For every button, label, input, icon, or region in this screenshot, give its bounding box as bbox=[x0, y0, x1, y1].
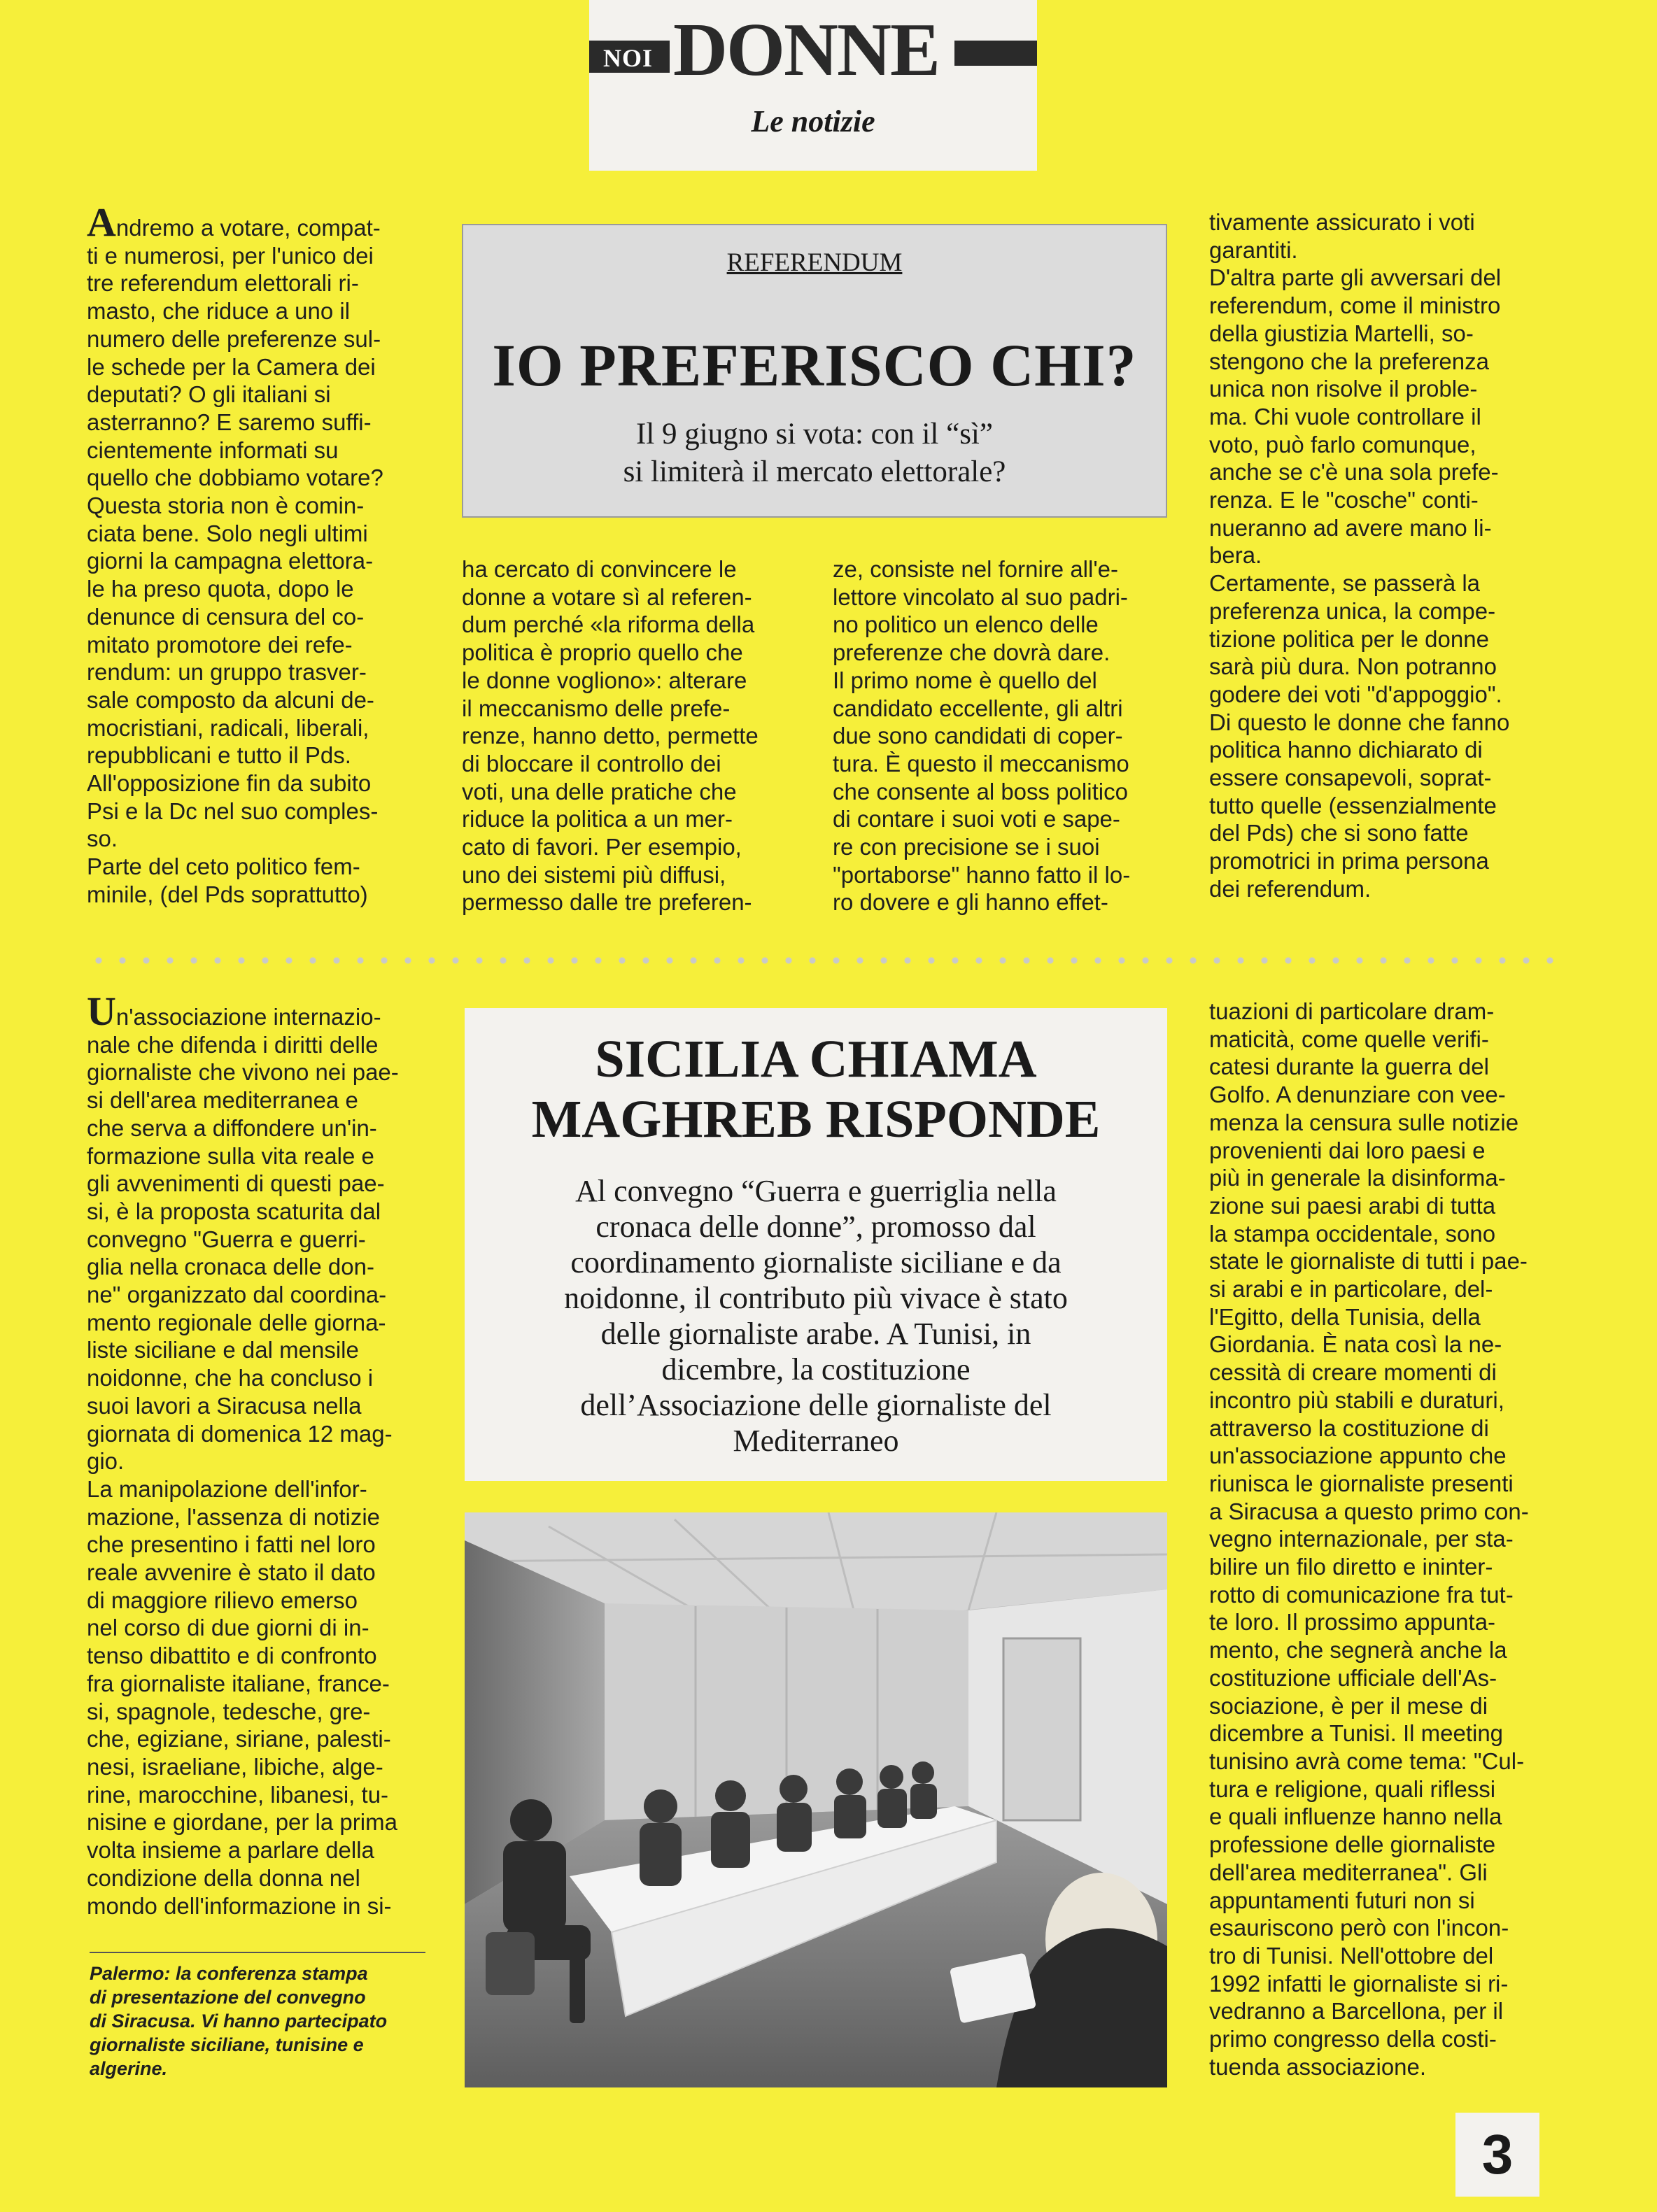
article2-col1-line: nesi, israeliane, libiche, alge- bbox=[87, 1753, 383, 1780]
drop-cap: U bbox=[87, 988, 116, 1034]
article2-col3-line: te loro. Il prossimo appunta- bbox=[1209, 1609, 1496, 1636]
article2-col3-line: esauriscono però con l'incon- bbox=[1209, 1915, 1509, 1941]
article2-col3-line: vegno internazionale, per sta- bbox=[1209, 1526, 1514, 1552]
article2-col3-line: state le giornaliste di tutti i pae- bbox=[1209, 1248, 1528, 1275]
article2-col1-line: giornaliste che vivono nei pae- bbox=[87, 1059, 399, 1086]
section-title: Le notizie bbox=[751, 104, 875, 139]
article2-col3-line: provenienti dai loro paesi e bbox=[1209, 1137, 1486, 1163]
article1-col1-line: asterranno? E saremo suffi- bbox=[87, 409, 372, 435]
article1-col1-line: mitato promotore dei refe- bbox=[87, 631, 353, 658]
drop-cap: A bbox=[87, 199, 116, 245]
article1-col4-line: politica hanno dichiarato di bbox=[1209, 737, 1483, 763]
article2-col3-line: un'associazione appunto che bbox=[1209, 1442, 1507, 1469]
caption-rule bbox=[90, 1952, 425, 1953]
article2-col3-line: catesi durante la guerra del bbox=[1209, 1054, 1489, 1080]
article1-col3-line: "portaborse" hanno fatto il lo- bbox=[833, 861, 1131, 888]
article2-col3-line: costituzione ufficiale dell'As- bbox=[1209, 1664, 1497, 1691]
article2-col3-line: vedranno a Barcellona, per il bbox=[1209, 1998, 1504, 2025]
article2-subtitle-line: delle giornaliste arabe. A Tunisi, in bbox=[600, 1317, 1031, 1351]
article2-col3-line: più in generale la disinforma- bbox=[1209, 1165, 1506, 1191]
article2-col3-line: tro di Tunisi. Nell'ottobre del bbox=[1209, 1942, 1494, 1969]
article1-col2-line: politica è proprio quello che bbox=[462, 639, 743, 666]
text-line-rest: ndremo a votare, compat- bbox=[115, 215, 381, 241]
article2-col1-line: mento regionale delle giorna- bbox=[87, 1309, 386, 1335]
article1-col4-line: unica non risolve il proble- bbox=[1209, 376, 1478, 402]
article2-subtitle bbox=[493, 1173, 1139, 1459]
article1-col3-line: candidato eccellente, gli altri bbox=[833, 695, 1123, 721]
article1-col2-line: voti, una delle pratiche che bbox=[462, 778, 737, 804]
article1-col3-line: Il primo nome è quello del bbox=[833, 667, 1097, 693]
article2-col3-line: la stampa occidentale, sono bbox=[1209, 1220, 1496, 1247]
article1-col4-line: promotrici in prima persona bbox=[1209, 848, 1489, 874]
article1-col2-line: ha cercato di convincere le bbox=[462, 556, 737, 582]
article1-col1-line: Psi e la Dc nel suo comples- bbox=[87, 797, 379, 824]
article2-col1-line: tenso dibattito e di confronto bbox=[87, 1643, 377, 1669]
article1-col1-line: denunce di censura del co- bbox=[87, 603, 365, 630]
article1-col1-line: numero delle preferenze sul- bbox=[87, 325, 381, 352]
article2-col3-line: Giordania. È nata così la ne- bbox=[1209, 1331, 1502, 1358]
article1-col4-line: anche se c'è una sola prefe- bbox=[1209, 459, 1499, 485]
article2-col3-line: primo congresso della costi- bbox=[1209, 2026, 1497, 2053]
article2-subtitle-line: noidonne, il contributo più vivace è stato bbox=[564, 1281, 1068, 1315]
article2-column-1 bbox=[87, 988, 425, 1920]
article1-col3-line: ze, consiste nel fornire all'e- bbox=[833, 556, 1118, 582]
article1-col1-line: le ha preso quota, dopo le bbox=[87, 576, 354, 602]
article1-title: IO PREFERISCO CHI? bbox=[492, 332, 1137, 399]
article1-col1-line: minile, (del Pds soprattutto) bbox=[87, 881, 368, 907]
article1-col1-line: rendum: un gruppo trasver- bbox=[87, 659, 367, 686]
photo-illustration bbox=[465, 1512, 1167, 2087]
article2-subtitle-line: coordinamento giornaliste siciliane e da bbox=[570, 1245, 1062, 1279]
article1-col2-line: riduce la politica a un mer- bbox=[462, 806, 733, 832]
article1-col3-line: lettore vincolato al suo padri- bbox=[833, 583, 1128, 610]
article2-col3-line: mento, che segnerà anche la bbox=[1209, 1637, 1507, 1664]
article1-col4-line: ma. Chi vuole controllare il bbox=[1209, 403, 1481, 430]
article2-col3-line: l'Egitto, della Tunisia, della bbox=[1209, 1303, 1481, 1330]
article2-col3-line: e quali influenze hanno nella bbox=[1209, 1803, 1502, 1830]
article1-col4-line: tizione politica per le donne bbox=[1209, 625, 1489, 652]
article2-subtitle-line: dell’Associazione delle giornaliste del bbox=[580, 1388, 1052, 1422]
article1-col3-line: che consente al boss politico bbox=[833, 778, 1128, 804]
masthead-bar-right bbox=[954, 41, 1037, 66]
article1-col4-line: essere consapevoli, soprat- bbox=[1209, 765, 1492, 791]
article2-col1-line: rine, marocchine, libanesi, tu- bbox=[87, 1781, 389, 1808]
caption-line: algerine. bbox=[90, 2058, 168, 2079]
article1-subtitle-line: si limiterà il mercato elettorale? bbox=[623, 455, 1006, 488]
article1-col1-line: tre referendum elettorali ri- bbox=[87, 270, 359, 297]
article2-col1-line: gio. bbox=[87, 1448, 125, 1475]
article2-col1-line: che serva a diffondere un'in- bbox=[87, 1114, 377, 1141]
article1-col1-line: Questa storia non è comin- bbox=[87, 492, 365, 519]
article2-column-3 bbox=[1209, 998, 1548, 2080]
text-line-rest: n'associazione internazio- bbox=[115, 1004, 381, 1030]
article2-subtitle-line: Mediterraneo bbox=[733, 1424, 899, 1458]
article1-col4-line: Di questo le donne che fanno bbox=[1209, 709, 1510, 735]
article1-col4-line: tutto quelle (essenzialmente bbox=[1209, 792, 1497, 818]
article1-col4-line: garantiti. bbox=[1209, 236, 1298, 263]
article2-col1-line: giornata di domenica 12 mag- bbox=[87, 1420, 393, 1447]
article1-col4-line: tivamente assicurato i voti bbox=[1209, 209, 1475, 235]
section-divider bbox=[87, 957, 1563, 964]
article1-subtitle bbox=[463, 416, 1166, 491]
article2-col1-line: condizione della donna nel bbox=[87, 1864, 360, 1891]
article1-col1-line: masto, che riduce a uno il bbox=[87, 298, 351, 325]
article2-col3-line: maticità, come quelle verifi- bbox=[1209, 1026, 1489, 1052]
article2-col1-line: che, egiziane, siriane, palesti- bbox=[87, 1726, 391, 1752]
article2-title-line: MAGHREB RISPONDE bbox=[531, 1090, 1101, 1149]
article1-col4-line: bera. bbox=[1209, 542, 1262, 569]
article1-col1-line: sale composto da alcuni de- bbox=[87, 686, 374, 713]
article1-col4-line: nueranno ad avere mano li- bbox=[1209, 514, 1492, 541]
article2-col1-line: si, spagnole, tedesche, gre- bbox=[87, 1698, 371, 1724]
article2-col1-line: che presentino i fatti nel loro bbox=[87, 1531, 376, 1558]
press-conference-photo bbox=[465, 1512, 1167, 2087]
article1-col2-line: renze, hanno detto, permette bbox=[462, 723, 759, 749]
article1-col3-line: due sono candidati di coper- bbox=[833, 723, 1123, 749]
article2-col3-line: Golfo. A denunziare con vee- bbox=[1209, 1082, 1506, 1108]
article1-col4-line: sarà più dura. Non potranno bbox=[1209, 653, 1497, 680]
article1-col2-line: le donne vogliono»: alterare bbox=[462, 667, 747, 693]
article2-col3-line: zione sui paesi arabi di tutta bbox=[1209, 1192, 1496, 1219]
article1-col1-line: giorni la campagna elettora- bbox=[87, 548, 374, 574]
article1-column-3 bbox=[833, 555, 1167, 916]
article2-col3-line: 1992 infatti le giornaliste si ri- bbox=[1209, 1970, 1509, 1997]
article2-col1-line: nale che difenda i diritti delle bbox=[87, 1031, 379, 1058]
article2-col3-line: tunisino avrà come tema: "Cul- bbox=[1209, 1747, 1525, 1774]
article1-col1-line: quello che dobbiamo votare? bbox=[87, 465, 383, 491]
article1-col2-line: permesso dalle tre preferen- bbox=[462, 889, 752, 916]
article2-col3-line: professione delle giornaliste bbox=[1209, 1831, 1496, 1858]
caption-line: Palermo: la conferenza stampa bbox=[90, 1963, 368, 1984]
article2-col1-line: suoi lavori a Siracusa nella bbox=[87, 1392, 362, 1419]
article2-col3-line: tuenda associazione. bbox=[1209, 2053, 1427, 2080]
article1-col3-line: re con precisione se i suoi bbox=[833, 834, 1100, 860]
article2-col3-line: tura e religione, quali riflessi bbox=[1209, 1775, 1496, 1802]
article1-col2-line: dum perché «la riforma della bbox=[462, 611, 755, 638]
masthead bbox=[589, 0, 1037, 171]
article2-col1-line: fra giornaliste italiane, france- bbox=[87, 1670, 390, 1696]
caption-line: di presentazione del convegno bbox=[90, 1987, 366, 2008]
article1-col1-line: mocristiani, radicali, liberali, bbox=[87, 714, 369, 741]
masthead-noi: NOI bbox=[603, 44, 654, 72]
article1-col2-line: uno dei sistemi più diffusi, bbox=[462, 861, 726, 888]
article1-col1-line: so. bbox=[87, 825, 118, 852]
article1-column-4 bbox=[1209, 208, 1546, 903]
photo-caption bbox=[90, 1962, 425, 2080]
article1-col1-line: ti e numerosi, per l'unico dei bbox=[87, 242, 374, 269]
article1-col3-line: preferenze che dovrà dare. bbox=[833, 639, 1110, 666]
page-number: 3 bbox=[1455, 2113, 1539, 2197]
article2-col3-line: incontro più stabili e duraturi, bbox=[1209, 1387, 1504, 1413]
article2-col1-line: ne" organizzato dal coordina- bbox=[87, 1282, 387, 1308]
article2-col3-line: attraverso la costituzione di bbox=[1209, 1415, 1489, 1441]
article2-col1-line: si dell'area mediterranea e bbox=[87, 1087, 358, 1114]
article1-col2-line: di bloccare il controllo dei bbox=[462, 750, 721, 777]
article2-col3-line: cessità di creare momenti di bbox=[1209, 1359, 1497, 1386]
article2-col3-line: dell'area mediterranea". Gli bbox=[1209, 1859, 1488, 1885]
article1-col4-line: referendum, come il ministro bbox=[1209, 292, 1501, 319]
article2-col1-line bbox=[87, 988, 425, 1034]
article2-col3-line: appuntamenti futuri non si bbox=[1209, 1887, 1475, 1913]
article1-column-2 bbox=[462, 555, 796, 916]
article1-col3-line: tura. È questo il meccanismo bbox=[833, 750, 1129, 777]
referendum-headline-box bbox=[462, 224, 1167, 518]
article1-col4-line: Certamente, se passerà la bbox=[1209, 570, 1481, 597]
article2-col3-line: rotto di comunicazione fra tut- bbox=[1209, 1581, 1514, 1608]
article2-col1-line: nel corso di due giorni di in- bbox=[87, 1615, 369, 1641]
article1-col4-line: preferenza unica, la compe- bbox=[1209, 597, 1496, 624]
article1-col1-line: le schede per la Camera dei bbox=[87, 353, 376, 380]
masthead-title: DONNE bbox=[673, 8, 940, 92]
article2-col3-line: riunisca le giornaliste presenti bbox=[1209, 1470, 1514, 1496]
caption-line: giornaliste siciliane, tunisine e bbox=[90, 2034, 364, 2055]
article1-col4-line: godere dei voti "d'appoggio". bbox=[1209, 681, 1502, 707]
article2-col1-line: formazione sulla vita reale e bbox=[87, 1142, 374, 1169]
article2-col3-line: sociazione, è per il mese di bbox=[1209, 1692, 1488, 1719]
article2-col3-line: tuazioni di particolare dram- bbox=[1209, 998, 1495, 1024]
article1-col2-line: cato di favori. Per esempio, bbox=[462, 834, 742, 860]
article1-col4-line: voto, può farlo comunque, bbox=[1209, 431, 1476, 458]
article2-col1-line: volta insieme a parlare della bbox=[87, 1837, 374, 1864]
article1-col3-line: no politico un elenco delle bbox=[833, 611, 1099, 638]
article2-col1-line: noidonne, che ha concluso i bbox=[87, 1365, 374, 1391]
article1-col3-line: di contare i suoi voti e sape- bbox=[833, 806, 1120, 832]
article1-col4-line: del Pds) che si sono fatte bbox=[1209, 820, 1469, 846]
article2-title-line: SICILIA CHIAMA bbox=[595, 1030, 1037, 1089]
article1-kicker: REFERENDUM bbox=[726, 248, 903, 277]
article2-col1-line: si, è la proposta scaturita dal bbox=[87, 1198, 381, 1224]
article2-col1-line: liste siciliane e dal mensile bbox=[87, 1337, 359, 1363]
article2-col1-line: di maggiore rilievo emerso bbox=[87, 1587, 358, 1613]
article1-col2-line: il meccanismo delle prefe- bbox=[462, 695, 731, 721]
article1-col1-line: Parte del ceto politico fem- bbox=[87, 853, 360, 880]
article1-col3-line: ro dovere e gli hanno effet- bbox=[833, 889, 1108, 916]
article1-col1-line: deputati? O gli italiani si bbox=[87, 381, 331, 408]
article2-col1-line: La manipolazione dell'infor- bbox=[87, 1475, 367, 1502]
article1-subtitle-line: Il 9 giugno si vota: con il “sì” bbox=[636, 418, 993, 451]
article1-col1-line: ciata bene. Solo negli ultimi bbox=[87, 520, 368, 546]
article1-col1-line: repubblicani e tutto il Pds. bbox=[87, 742, 351, 769]
article2-col1-line: mazione, l'assenza di notizie bbox=[87, 1503, 381, 1530]
article2-col1-line: nisine e giordane, per la prima bbox=[87, 1809, 397, 1836]
caption-line: di Siracusa. Vi hanno partecipato bbox=[90, 2011, 388, 2032]
article1-col4-line: della giustizia Martelli, so- bbox=[1209, 320, 1474, 346]
article2-col1-line: reale avvenire è stato il dato bbox=[87, 1559, 376, 1586]
article1-col4-line: dei referendum. bbox=[1209, 875, 1372, 902]
article2-col3-line: dicembre a Tunisi. Il meeting bbox=[1209, 1720, 1504, 1747]
article2-col1-line: gli avvenimenti di questi pae- bbox=[87, 1170, 385, 1197]
article2-col1-line: convegno "Guerra e guerri- bbox=[87, 1226, 366, 1252]
article1-col4-line: renza. E le "cosche" conti- bbox=[1209, 487, 1479, 513]
article1-col1-line: All'opposizione fin da subito bbox=[87, 770, 372, 797]
article2-col3-line: si arabi e in particolare, del- bbox=[1209, 1276, 1493, 1303]
article2-col3-line: menza la censura sulle notizie bbox=[1209, 1109, 1519, 1135]
article2-subtitle-line: cronaca delle donne”, promosso dal bbox=[595, 1210, 1036, 1244]
article2-col3-line: bilire un filo diretto e ininter- bbox=[1209, 1554, 1493, 1580]
article2-subtitle-line: Al convegno “Guerra e guerriglia nella bbox=[575, 1174, 1057, 1208]
article1-col1-line bbox=[87, 199, 423, 245]
article1-column-1 bbox=[87, 199, 423, 909]
article1-col1-line: cientemente informati su bbox=[87, 437, 339, 463]
article1-col4-line: stengono che la preferenza bbox=[1209, 348, 1489, 374]
article1-col2-line: donne a votare sì al referen- bbox=[462, 583, 752, 610]
article2-col3-line: a Siracusa a questo primo con- bbox=[1209, 1498, 1529, 1524]
article1-col4-line: D'altra parte gli avversari del bbox=[1209, 264, 1502, 291]
article2-title bbox=[465, 1029, 1167, 1149]
article2-col1-line: mondo dell'informazione in si- bbox=[87, 1892, 392, 1919]
sicilia-headline-box bbox=[465, 1008, 1167, 1481]
article2-col1-line: glia nella cronaca delle don- bbox=[87, 1254, 374, 1280]
article2-subtitle-line: dicembre, la costituzione bbox=[661, 1352, 971, 1387]
